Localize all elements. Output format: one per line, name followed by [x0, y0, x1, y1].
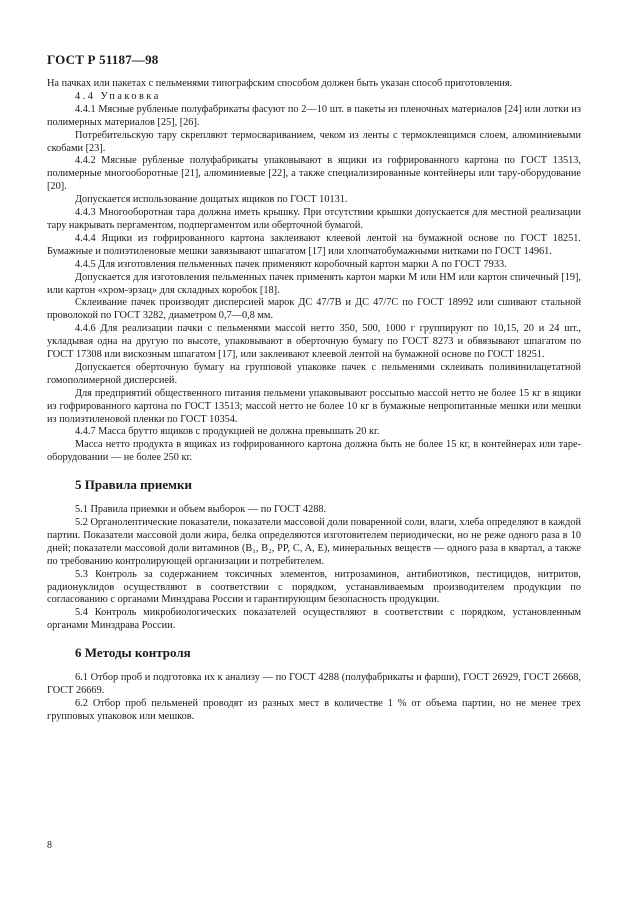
paragraph-4-4-1-b: Потребительскую тару скрепляют термосвариванием, чеком из ленты с термоклеящимся слоем, алюминиевыми скобами [23]. — [47, 129, 581, 154]
paragraph-4-4-1: 4.4.1 Мясные рубленые полуфабрикаты фасуют по 2—10 шт. в пакеты из пленочных материалов [24] или лотки из полимерных материалов [25], [26]. — [47, 103, 581, 128]
body-text — [47, 78, 581, 724]
paragraph-5-4: 5.4 Контроль микробиологических показателей осуществляют в соответствии с порядком, установленным органами Минздрава России. — [47, 607, 581, 632]
paragraph-6-2: 6.2 Отбор проб пельменей проводят из разных мест в количестве 1 % от объема партии, но не менее трех групповых упаковок или мешков. — [47, 697, 581, 722]
paragraph-4-4-3: 4.4.3 Многооборотная тара должна иметь крышку. При отсутствии крышки допускается для местной реализации тару накрывать пергаментом, подпергаментом или оберточной бумагой. — [47, 207, 581, 231]
paragraph-5-2: 5.2 Органолептические показатели, показатели массовой доли поваренной соли, влаги, хлеба определяют в каждой партии. Показатели массовой доли жира, белка определяются изготовителем периодически, но не реже одного раза в 10 дней; показатели массовой доли витаминов (B₁, B₂, PP, C, A, E), минеральных веществ — одного раза в квартал, а также по требованию контролирующей организации и потребителем. — [47, 517, 581, 567]
paragraph-4-4-4: 4.4.4 Ящики из гофрированного картона заклеивают клеевой лентой на бумажной основе по ГОСТ 18251. Бумажные и полиэтиленовые мешки завязывают шпагатом [17] или хлопчатобумажными нитками по ГОСТ 14961. — [47, 232, 581, 257]
paragraph-4-4-7: 4.4.7 Масса брутто ящиков с продукцией не должна превышать 20 кг. — [75, 426, 380, 438]
subsection-4-4-heading: 4.4 Упаковка — [75, 90, 161, 102]
paragraph-4-4-5-b: Допускается для изготовления пельменных пачек применять картон марки М или НМ или картон спичечный [19], или картон «хром-эрзац» для складных коробок [18]. — [47, 271, 581, 296]
page-number: 8 — [47, 840, 52, 851]
paragraph-4-4-2-b: Допускается использование дощатых ящиков по ГОСТ 10131. — [75, 194, 348, 206]
paragraph-4-4-6-b: Допускается оберточную бумагу на групповой упаковке пачек с пельменями склеивать поливинилацетатной гомополимерной дисперсией. — [47, 361, 581, 386]
paragraph-4-4-5: 4.4.5 Для изготовления пельменных пачек применяют коробочный картон марки А по ГОСТ 7933. — [75, 258, 507, 270]
section-6-heading: 6 Методы контроля — [75, 645, 191, 661]
section-5-heading: 5 Правила приемки — [75, 477, 192, 493]
document-code: ГОСТ Р 51187—98 — [47, 52, 159, 67]
paragraph-4-4-2: 4.4.2 Мясные рубленые полуфабрикаты упаковывают в ящики из гофрированного картона по ГОСТ 13513, полимерные многооборотные [21], алюминиевые [22], а также специализированные контейнеры или тару-оборудование [20]. — [47, 155, 581, 193]
paragraph-5-1: 5.1 Правила приемки и объем выборок — по ГОСТ 4288. — [75, 504, 327, 516]
paragraph-4-4-6: 4.4.6 Для реализации пачки с пельменями массой нетто 350, 500, 1000 г группируют по 10,15, 20 и 24 шт., укладывая одна на другую по высоте, упаковывают в оберточную бумагу по ГОСТ 8273 и обвязывают шпагатом по ГОСТ 17308 или вискозным шпагатом [17], или заклеивают клеевой лентой на бумажной основе по ГОСТ 18251. — [47, 323, 581, 361]
paragraph-labeling: На пачках или пакетах с пельменями типографским способом должен быть указан способ приготовления. — [47, 78, 513, 89]
paragraph-6-1: 6.1 Отбор проб и подготовка их к анализу — по ГОСТ 4288 (полуфабрикаты и фарши), ГОСТ 26929, ГОСТ 26668, ГОСТ 26669. — [47, 672, 581, 696]
paragraph-5-3: 5.3 Контроль за содержанием токсичных элементов, нитрозаминов, антибиотиков, пестицидов, нитритов, радионуклидов осуществляют в соответствии с порядком, устанавливаемым производителем продукции по согласованию с органами Минздрава России и гарантирующим безопасность продукции. — [47, 568, 581, 606]
paragraph-4-4-7-b: Масса нетто продукта в ящиках из гофрированного картона должна быть не более 15 кг, в контейнерах или таре-оборудовании — не более 250 кг. — [47, 439, 581, 464]
paragraph-4-4-6-c: Для предприятий общественного питания пельмени упаковывают россыпью массой нетто не более 15 кг в ящики из гофрированного картона по ГОСТ 13513; массой нетто не более 10 кг в бумажные непропитанные мешки или мешки из полиэтиленовой пленки по ГОСТ 10354. — [47, 387, 581, 425]
paragraph-4-4-5-c: Склеивание пачек производят дисперсией марок ДС 47/7В и ДС 47/7С по ГОСТ 18992 или сшивают стальной проволокой по ГОСТ 3282, диаметром 0,7—0,8 мм. — [47, 297, 581, 322]
